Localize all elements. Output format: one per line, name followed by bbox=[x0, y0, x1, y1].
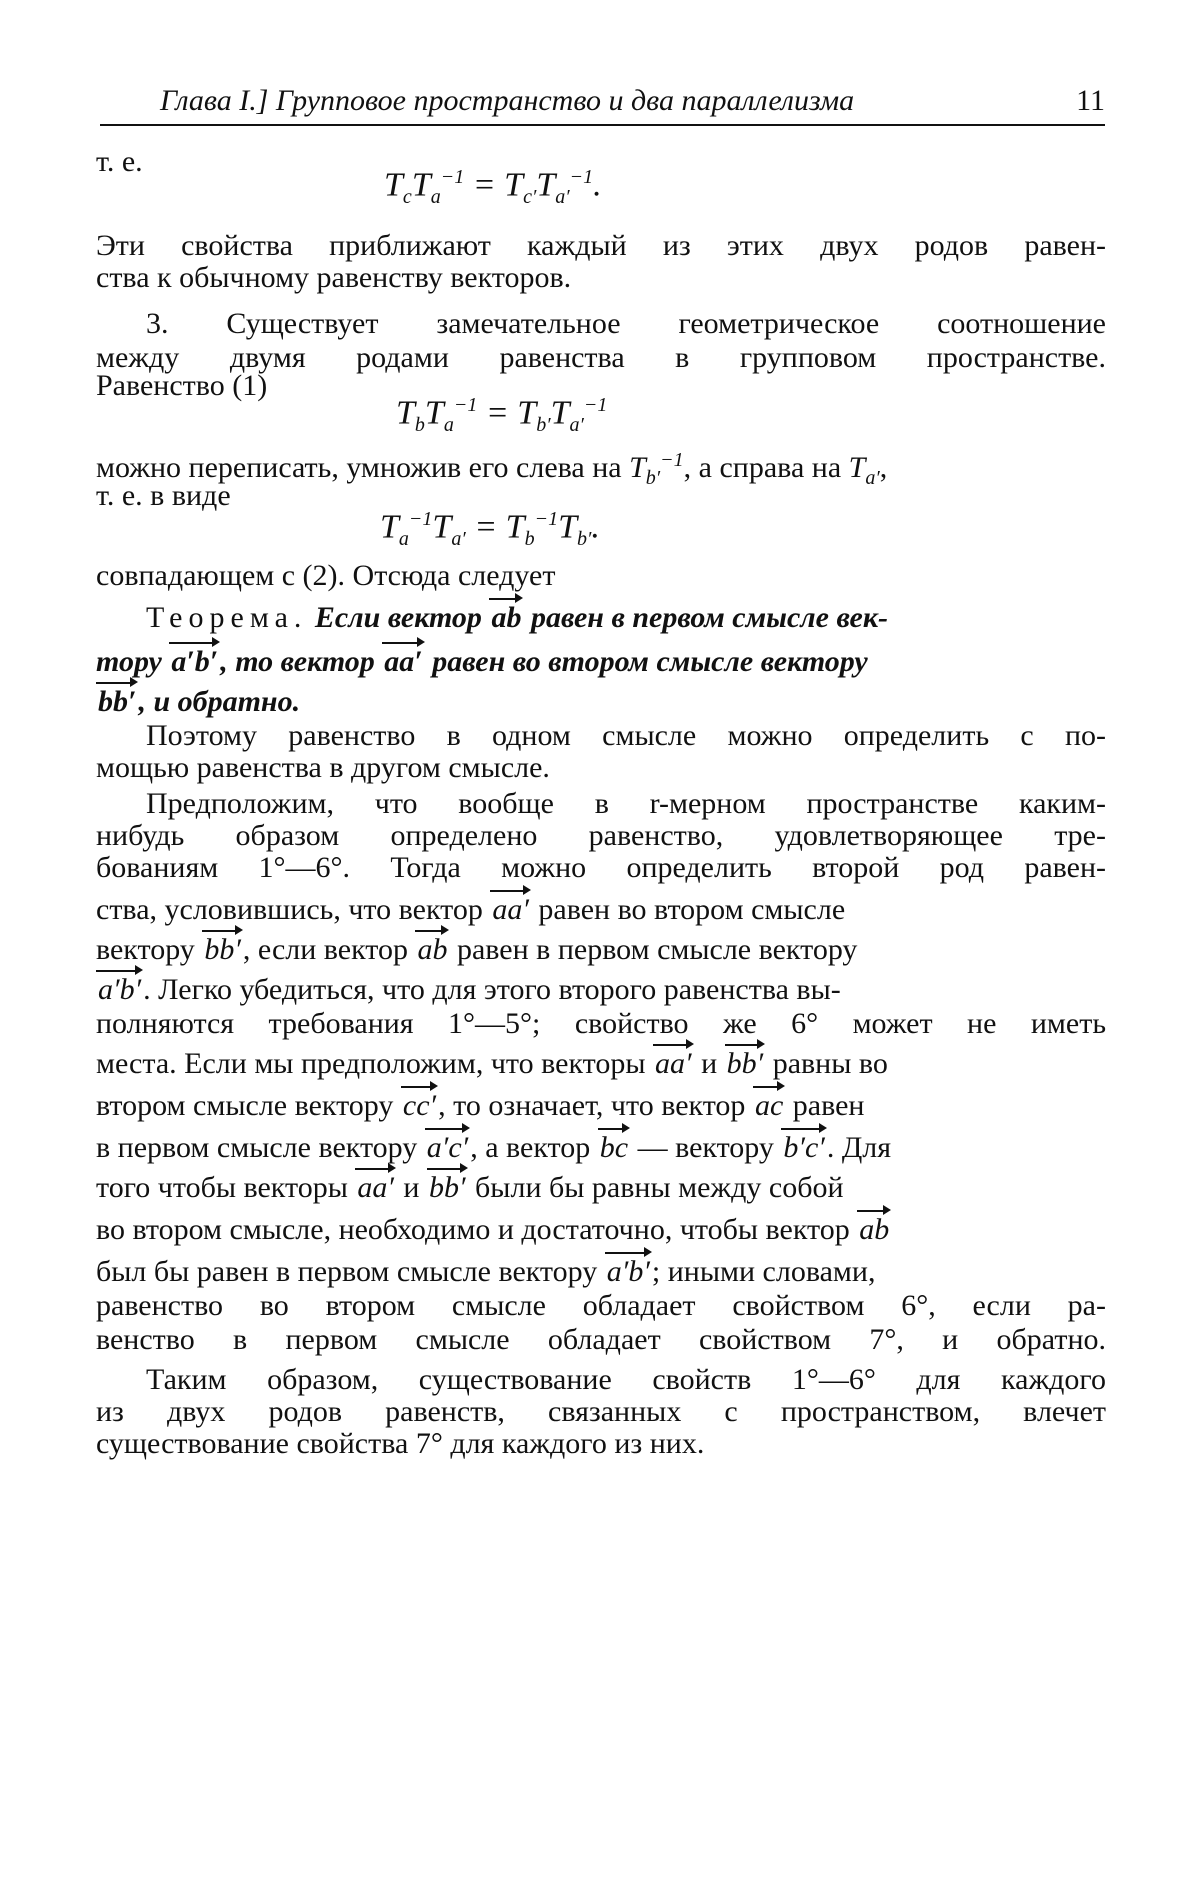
text-line: того чтобы векторы aa′ и bb′ были бы равны между собой bbox=[96, 1168, 1106, 1208]
theorem-line: bb′, и обратно. bbox=[96, 682, 1106, 722]
text-line: во втором смысле, необходимо и достаточно, чтобы вектор ab bbox=[96, 1210, 1106, 1250]
text-line: Равенство (1) bbox=[96, 369, 268, 402]
text-line: был бы равен в первом смысле вектору a′b′; иными словами, bbox=[96, 1252, 1106, 1292]
text-line: Эти свойства приближают каждый из этих двух родов равен- bbox=[96, 229, 1106, 262]
text-line: т. е. bbox=[96, 145, 143, 178]
theorem-line: Теорема. Если вектор ab равен в первом смысле век- bbox=[146, 598, 1106, 638]
text-line: можно переписать, умножив его слева на $T_{b'}^{-1}$, а справа на $T_{a'}$, bbox=[96, 449, 888, 489]
formula-1: $T_cT_a^{-1} = T_{c'}T_{a'}^{-1}$. bbox=[384, 166, 602, 209]
formula-2: $T_bT_a^{-1} = T_{b'}T_{a'}^{-1}$ bbox=[396, 394, 608, 437]
text-line: равенство во втором смысле обладает свойством 6°, если ра- bbox=[96, 1289, 1106, 1322]
text-line: втором смысле вектору cc′, то означает, что вектор ac равен bbox=[96, 1086, 1106, 1126]
text-line: полняются требования 1°—5°; свойство же 6° может не иметь bbox=[96, 1007, 1106, 1040]
running-header bbox=[100, 84, 1105, 126]
text-line: бованиям 1°—6°. Тогда можно определить второй род равен- bbox=[96, 851, 1106, 884]
formula-3: $T_a^{-1}T_{a'} = T_b^{-1}T_{b'}$. bbox=[380, 508, 600, 551]
text-line: существование свойства 7° для каждого из них. bbox=[96, 1427, 705, 1460]
text-line: Таким образом, существование свойств 1°—6° для каждого bbox=[146, 1363, 1106, 1396]
text-line: из двух родов равенств, связанных с пространством, влечет bbox=[96, 1395, 1106, 1428]
text-line: Предположим, что вообще в r-мерном пространстве каким- bbox=[146, 787, 1106, 820]
text-line: в первом смысле вектору a′c′, а вектор bc — вектору b′c′. Для bbox=[96, 1128, 1106, 1168]
page-number: 11 bbox=[1076, 84, 1105, 117]
text-line: 3. Существует замечательное геометрическое соотношение bbox=[146, 307, 1106, 340]
text-line: т. е. в виде bbox=[96, 479, 231, 512]
text-line: Поэтому равенство в одном смысле можно определить с по- bbox=[146, 719, 1106, 752]
text-line: ства, условившись, что вектор aa′ равен во втором смысле bbox=[96, 890, 1106, 930]
text-line: вектору bb′, если вектор ab равен в первом смысле вектору bbox=[96, 930, 1106, 970]
text-line: совпадающем с (2). Отсюда следует bbox=[96, 559, 556, 592]
text-line: между двумя родами равенства в групповом пространстве. bbox=[96, 341, 1106, 374]
text-line: мощью равенства в другом смысле. bbox=[96, 751, 550, 784]
theorem-line: тору a′b′, то вектор aa′ равен во втором смысле вектору bbox=[96, 642, 1106, 682]
text-line: нибудь образом определено равенство, удовлетворяющее тре- bbox=[96, 819, 1106, 852]
chapter-title: Глава I.] Групповое пространство и два параллелизма bbox=[160, 84, 855, 117]
text-line: ства к обычному равенству векторов. bbox=[96, 261, 572, 294]
text-line: a′b′. Легко убедиться, что для этого второго равенства вы- bbox=[96, 970, 1106, 1010]
text-line: венство в первом смысле обладает свойством 7°, и обратно. bbox=[96, 1323, 1106, 1356]
text-line: места. Если мы предположим, что векторы aa′ и bb′ равны во bbox=[96, 1044, 1106, 1084]
